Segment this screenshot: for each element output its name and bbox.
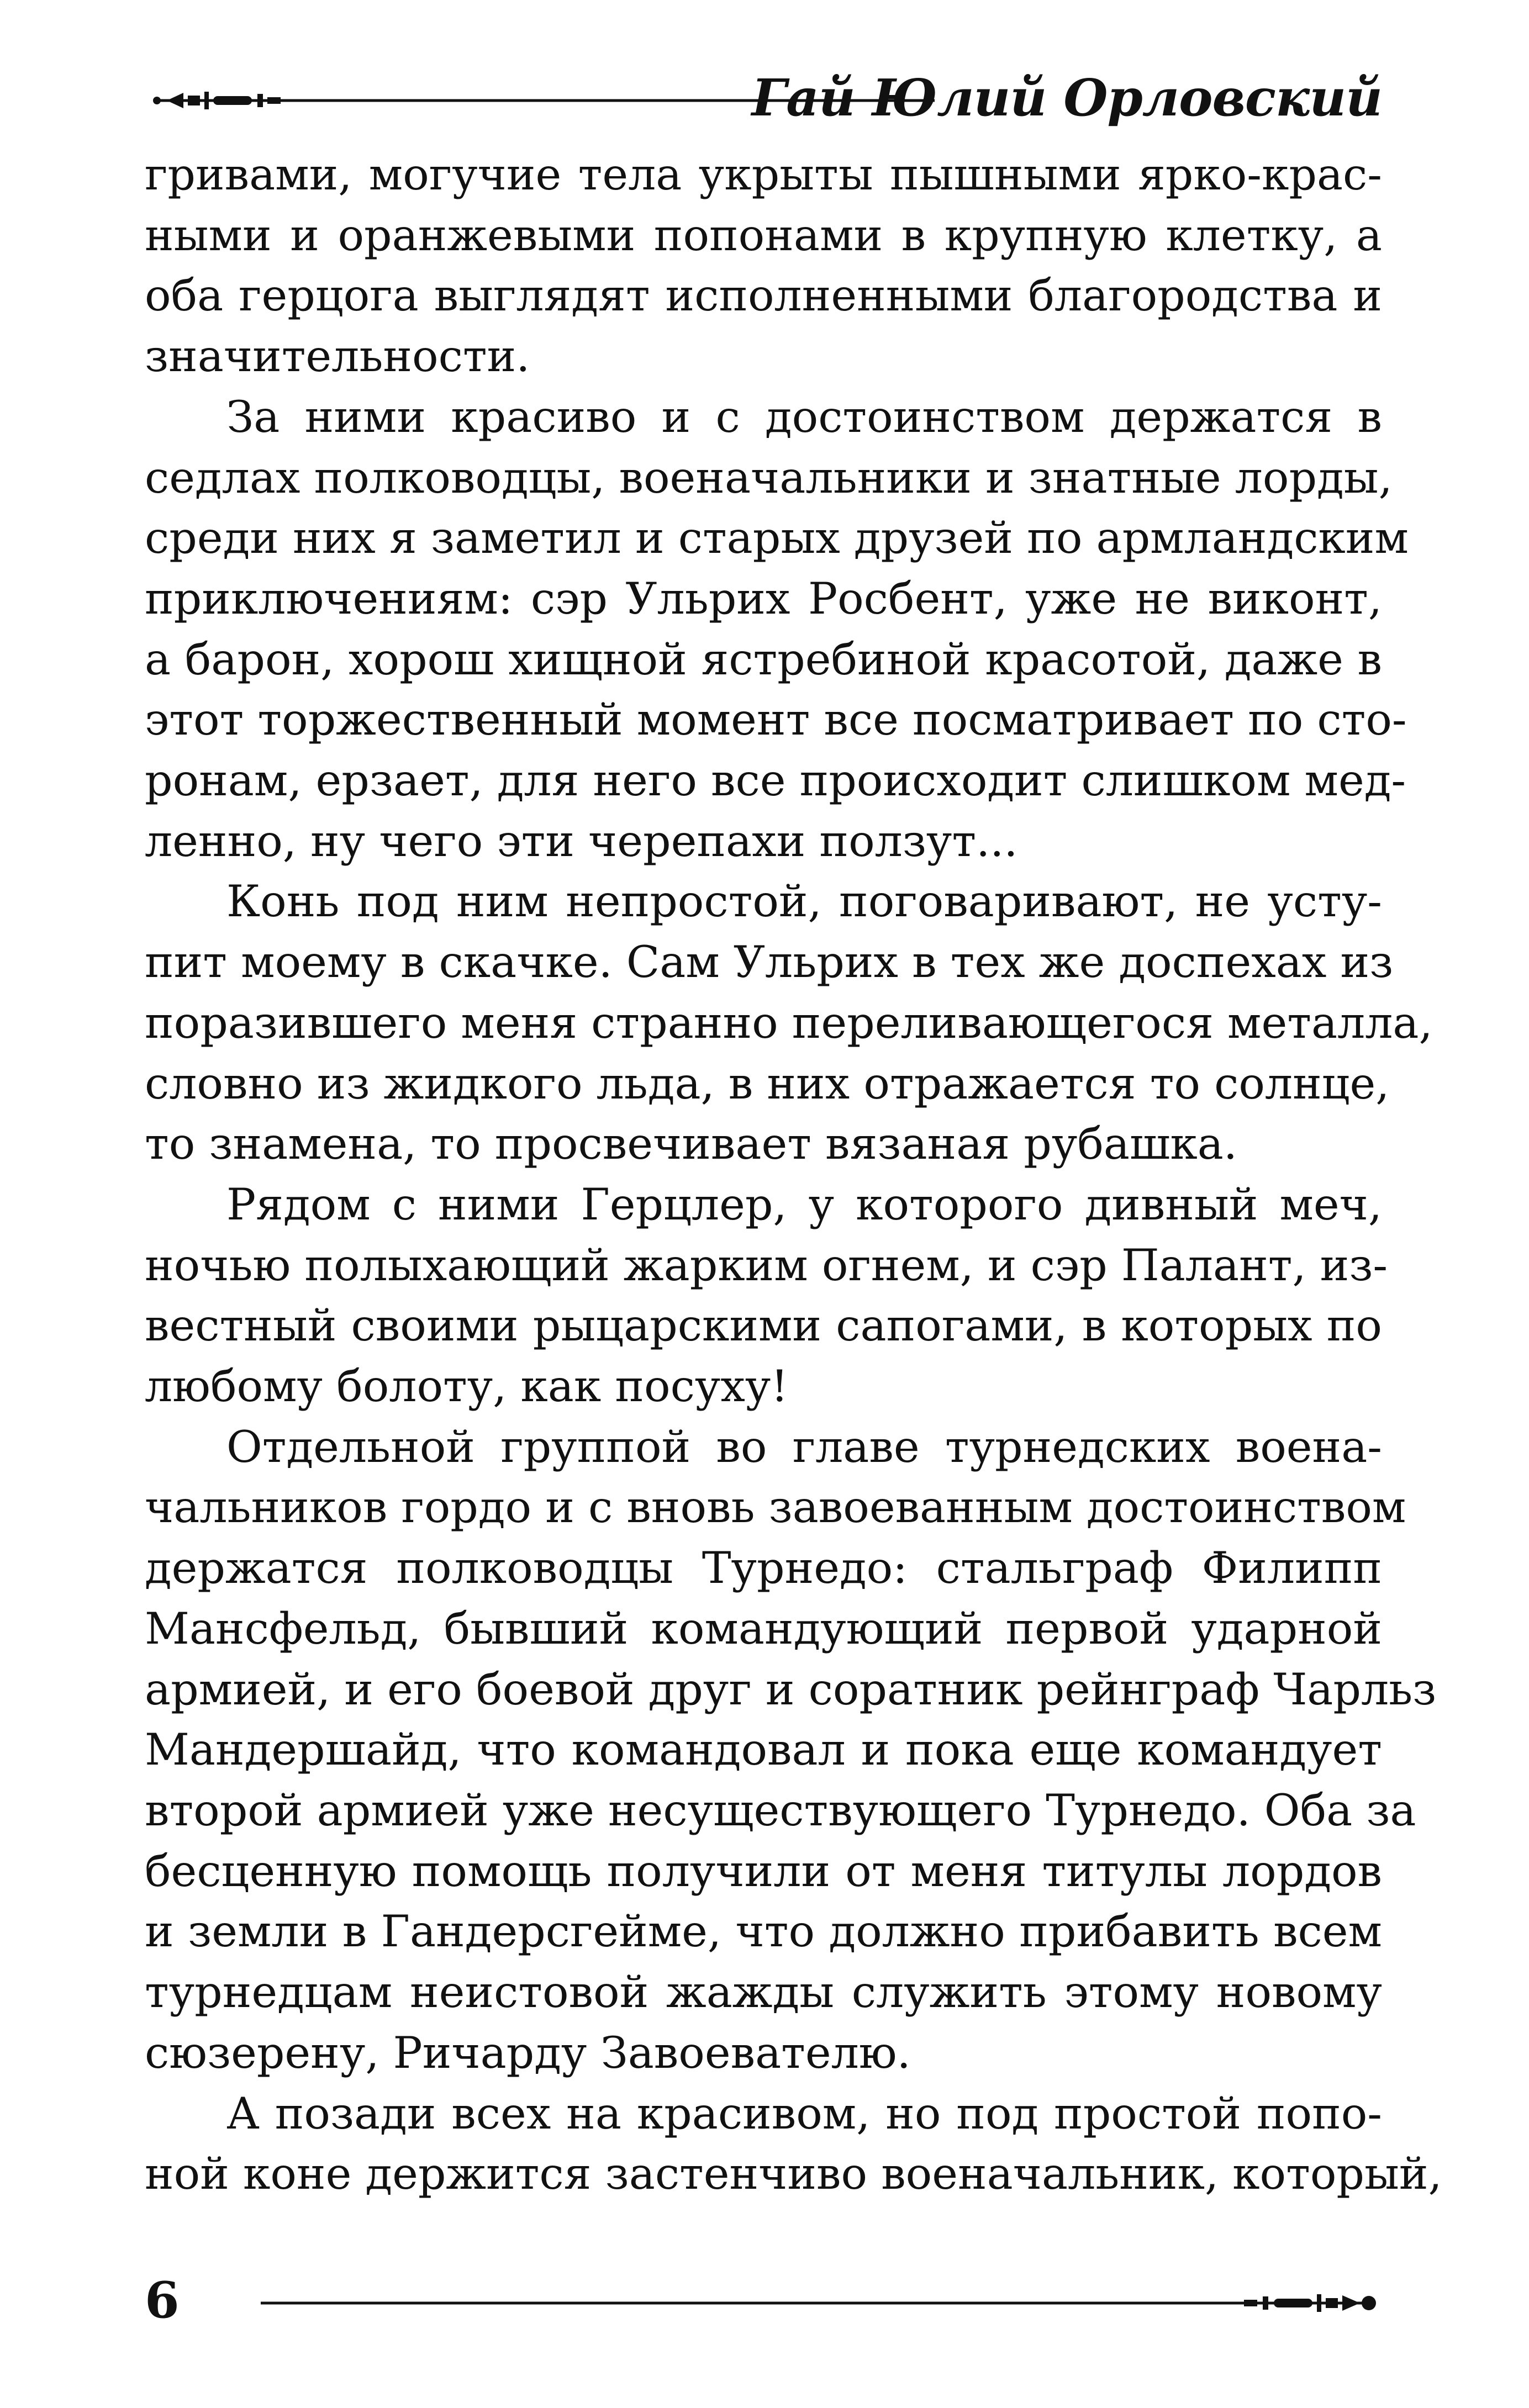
text-line: ленно, ну чего эти черепахи ползут...: [145, 815, 1018, 867]
text-line: Рядом с ними Герцлер, у которого дивный меч,: [226, 1179, 1382, 1230]
paragraph: [145, 145, 1382, 387]
text-line: Отдельной группой во главе турнедских воена-: [226, 1421, 1382, 1472]
text-line: армией, и его боевой друг и соратник рейнграф Чарльз: [145, 1664, 1437, 1715]
text-line: чальников гордо и с вновь завоеванным достоинством: [145, 1482, 1406, 1533]
paragraph: [145, 387, 1409, 872]
text-line: словно из жидкого льда, в них отражается то солнце,: [145, 1058, 1390, 1109]
text-line: держатся полководцы Турнедо: стальграф Филипп: [145, 1543, 1382, 1594]
running-header: [145, 55, 1382, 138]
text-line: сюзерену, Ричарду Завоевателю.: [145, 2027, 911, 2078]
text-line: турнедцам неистовой жажды служить этому новому: [145, 1967, 1382, 2018]
text-line: А позади всех на красивом, но под простой попо-: [226, 2088, 1382, 2139]
text-line: За ними красиво и с достоинством держатся в: [226, 391, 1382, 442]
fleuron-rule-icon: [261, 2286, 1382, 2320]
text-line: седлах полководцы, военачальники и знатные лорды,: [145, 452, 1393, 503]
text-line: приключениям: сэр Ульрих Росбент, уже не виконт,: [145, 573, 1382, 624]
text-line: гривами, могучие тела укрыты пышными ярко-крас-: [145, 149, 1382, 200]
paragraph: [145, 872, 1433, 1175]
text-line: оба герцога выглядят исполненными благородства и: [145, 270, 1382, 321]
text-line: бесценную помощь получили от меня титулы лордов: [145, 1845, 1382, 1897]
text-line: Мандершайд, что командовал и пока еще командует: [145, 1724, 1382, 1776]
text-line: второй армией уже несуществующего Турнедо. Оба за: [145, 1784, 1416, 1836]
text-line: ными и оранжевыми попонами в крупную клетку, а: [145, 209, 1382, 261]
page-number: 6: [145, 2271, 180, 2330]
text-line: среди них я заметил и старых друзей по армландским: [145, 513, 1409, 564]
text-line: пит моему в скачке. Сам Ульрих в тех же доспехах из: [145, 937, 1394, 988]
text-line: ной коне держится застенчиво военачальник, который,: [145, 2148, 1442, 2200]
text-line: то знамена, то просвечивает вязаная рубашка.: [145, 1118, 1238, 1170]
text-line: Конь под ним непростой, поговаривают, не усту-: [226, 876, 1382, 927]
text-line: ночью полыхающий жарким огнем, и сэр Палант, из-: [145, 1239, 1388, 1291]
text-line: любому болоту, как посуху!: [145, 1361, 789, 1412]
text-line: ронам, ерзает, для него все происходит слишком мед-: [145, 755, 1406, 806]
running-footer: [145, 2264, 1382, 2342]
text-line: Мансфельд, бывший командующий первой ударной: [145, 1603, 1382, 1654]
paragraph: [145, 1417, 1437, 2084]
author-name: Гай Юлий Орловский: [751, 68, 1382, 128]
text-line: а барон, хорош хищной ястребиной красотой, даже в: [145, 633, 1382, 685]
body-text: [145, 145, 1442, 2205]
text-line: поразившего меня странно переливающегося металла,: [145, 997, 1433, 1048]
text-line: и земли в Гандерсгейме, что должно прибавить всем: [145, 1906, 1382, 1957]
paragraph: [145, 2084, 1442, 2205]
text-line: этот торжественный момент все посматривает по сто-: [145, 694, 1407, 746]
text-line: вестный своими рыцарскими сапогами, в которых по: [145, 1300, 1382, 1351]
paragraph: [145, 1175, 1388, 1417]
text-line: значительности.: [145, 331, 530, 382]
